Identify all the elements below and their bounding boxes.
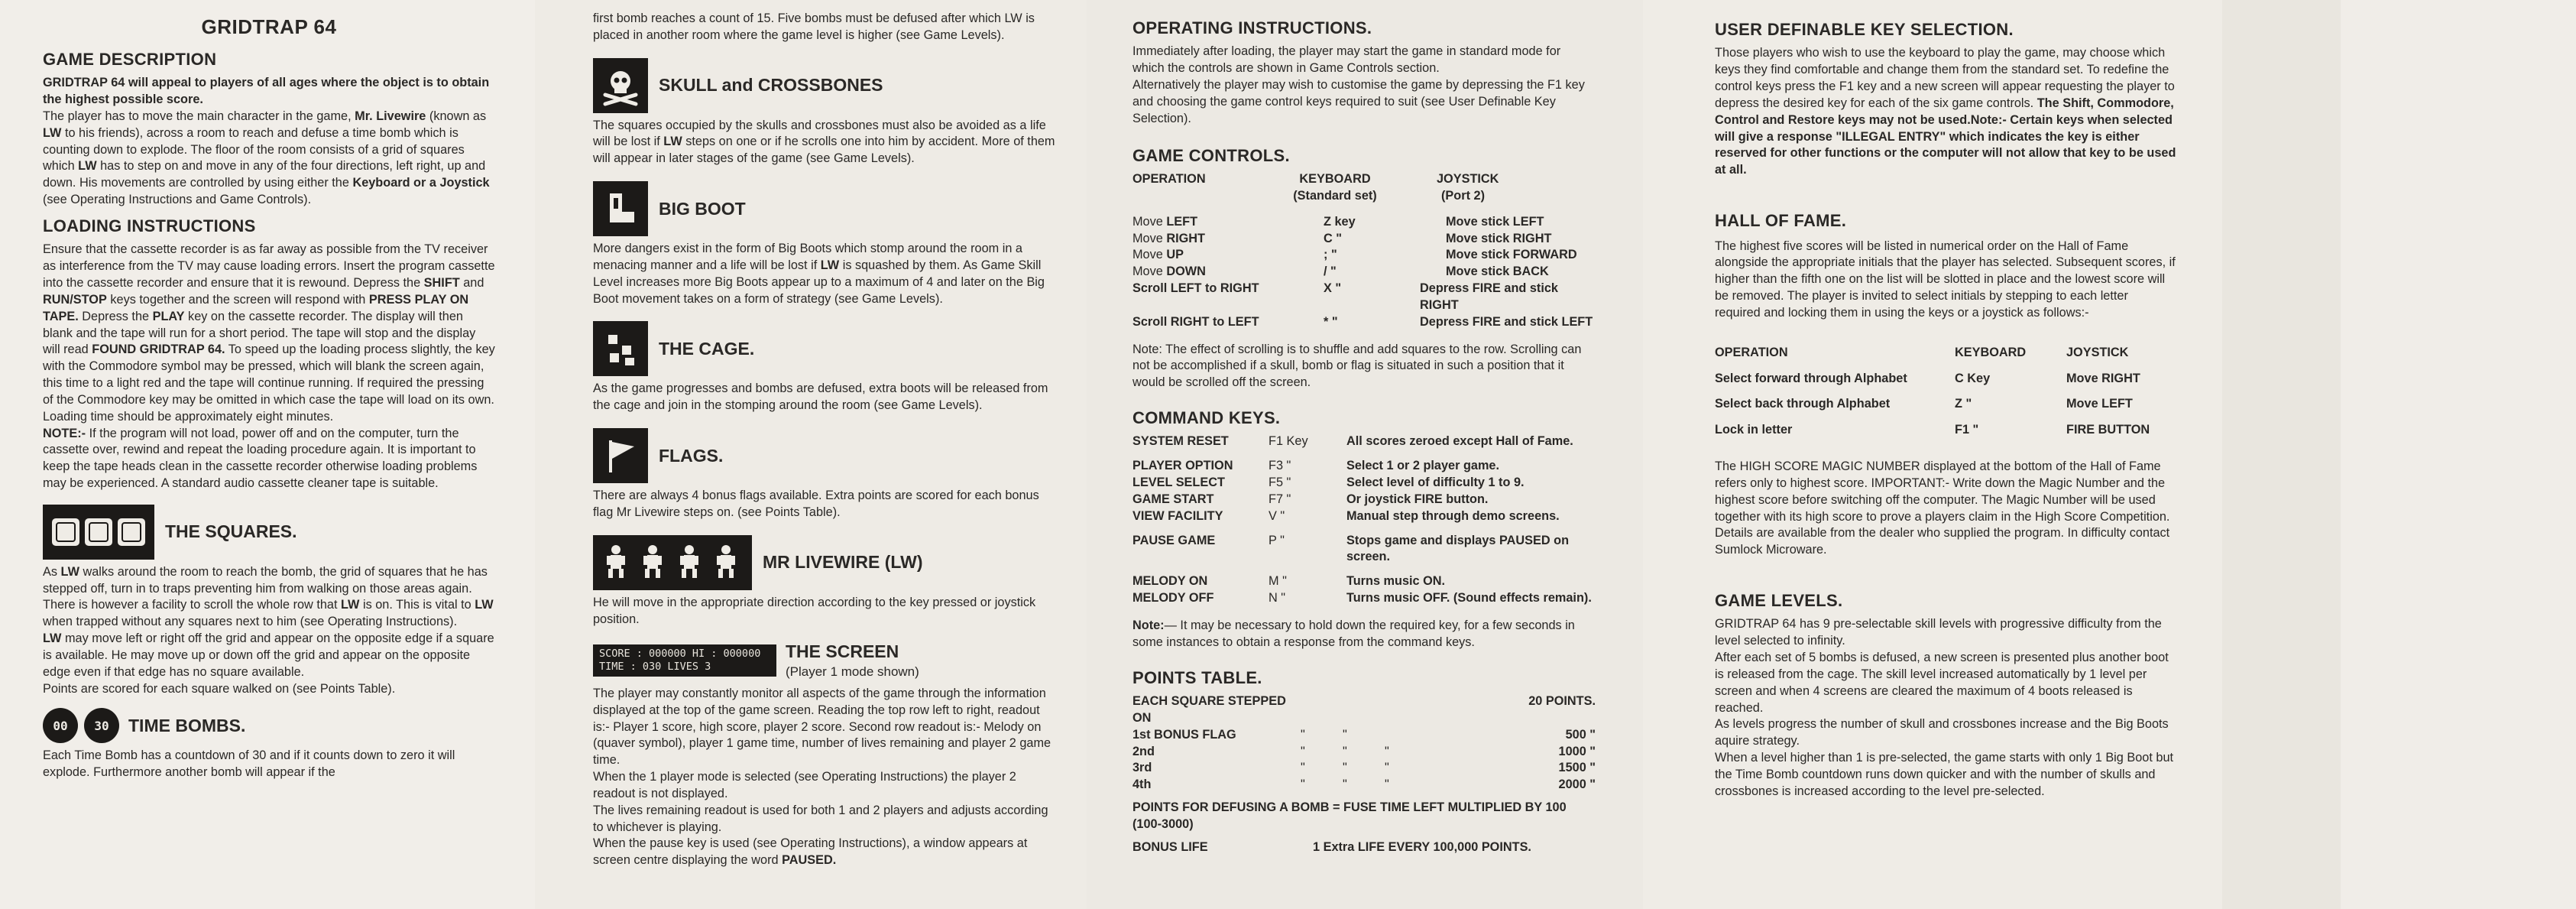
command-key-description: Select 1 or 2 player game.: [1346, 459, 1500, 473]
command-key-row: [1132, 492, 1596, 508]
game-controls-note: Note: The effect of scrolling is to shuffle and add squares to the row. Scrolling can not be accomplished if a skull, bomb or flag is situated in such a position that it would be scrolled off the screen.: [1132, 342, 1582, 390]
levels-body-4: When a level higher than 1 is pre-selected, the game starts with only 1 Big Boot but the Time Bomb countdown runs down quicker and with the number of skulls and crossbones is increased according to the level pre-selected.: [1715, 751, 2174, 798]
game-controls-header-row-2: [1132, 188, 1596, 205]
game-control-row: [1132, 231, 1596, 248]
command-key-description: Turns music ON.: [1346, 574, 1446, 589]
operating-body-2: Alternatively the player may wish to customise the game by depressing the F1 key and choosing the game control keys required to suit (see User Definable Key Selection).: [1132, 78, 1585, 125]
command-key-key: P ": [1269, 533, 1285, 547]
udk-heading: USER DEFINABLE KEY SELECTION.: [1715, 20, 2014, 39]
mr-livewire-icon: [593, 535, 752, 590]
points-ditto: ": [1301, 744, 1305, 758]
levels-body-3: As levels progress the number of skull and crossbones increase and the Big Boots aquire strategy.: [1715, 717, 2169, 748]
hall-heading: HALL OF FAME.: [1715, 211, 1847, 231]
points-defuse: POINTS FOR DEFUSING A BOMB = FUSE TIME LEFT MULTIPLIED BY 100 (100-3000): [1132, 800, 1567, 831]
command-key-key: F7 ": [1269, 492, 1291, 506]
command-key-name: LEVEL SELECT: [1132, 476, 1225, 490]
col-operation: OPERATION: [1132, 172, 1206, 187]
game-description-heading: GAME DESCRIPTION: [43, 49, 217, 69]
col-keyboard-sub: (Standard set): [1293, 188, 1377, 203]
game-control-row: [1132, 247, 1596, 264]
time-bombs-section-header: [43, 708, 495, 743]
points-label: EACH SQUARE STEPPED ON: [1132, 694, 1286, 725]
points-ditto: [1343, 693, 1385, 727]
game-title: GRIDTRAP 64: [201, 15, 337, 38]
command-key-key: F1 Key: [1269, 434, 1308, 449]
hall-operation: Select back through Alphabet: [1715, 397, 1891, 411]
screen-body-3: The lives remaining readout is used for both 1 and 2 players and adjusts according to whichever is playing.: [593, 803, 1048, 834]
game-control-joystick: Move stick LEFT: [1446, 214, 1544, 229]
skull-heading: SKULL and CROSSBONES: [659, 75, 883, 96]
game-description-body: The player has to move the main character in the game, Mr. Livewire (known as LW to his friends), across a room to reach and defuse a time bomb which is counting down to explode. The floor of the room consists of a grid of squares which LW has to step on and move in any of the four directions, left right, up and down. His movements are controlled by using either the Keyboard or a Joystick (see Operating Instructions and Game Controls).: [43, 109, 490, 207]
command-key-row: [1132, 433, 1596, 450]
loading-body: Ensure that the cassette recorder is as far away as possible from the TV receiver as interference from the TV may cause loading errors. Insert the program cassette into the cassette recorder and ensure that it is rewound. Depress the SHIFT and RUN/STOP keys together and the screen will respond with PRESS PLAY ON TAPE. Depress the PLAY key on the cassette recorder. The display will then blank and the tape will run for a short period. The tape will stop and the display will read FOUND GRIDTRAP 64. To speed up the loading process slightly, the key with the Commodore symbol may be pressed, which will blank the screen again, this time to a light red and the tape will continue running. If required the pressing of the Commodore key may be omitted in which case the tape will load on its own. Loading time should be approximately eight minutes.: [43, 242, 495, 424]
points-ditto: ": [1301, 727, 1305, 742]
game-control-key: * ": [1324, 314, 1338, 329]
big-boot-icon: [593, 181, 648, 236]
command-key-key: N ": [1269, 591, 1286, 605]
command-key-name: GAME START: [1132, 492, 1214, 506]
hall-joystick: FIRE BUTTON: [2066, 423, 2150, 437]
mr-livewire-heading: MR LIVEWIRE (LW): [763, 552, 923, 573]
points-value: 2000 ": [1558, 778, 1596, 792]
hall-operation: Select forward through Alphabet: [1715, 371, 1907, 385]
cage-section-header: [593, 321, 1056, 376]
points-ditto: ": [1385, 761, 1389, 775]
skull-section-header: [593, 58, 1056, 113]
game-control-key: X ": [1324, 281, 1342, 296]
time-bomb-icon: 00: [43, 708, 78, 743]
points-row: [1132, 693, 1596, 727]
game-control-key: / ": [1324, 265, 1337, 279]
mr-livewire-body: He will move in the appropriate direction according to the key pressed or joystick position.: [593, 595, 1036, 626]
points-value: 1500 ": [1558, 761, 1596, 775]
points-label: 4th: [1132, 778, 1152, 792]
command-key-description: Select level of difficulty 1 to 9.: [1346, 476, 1525, 490]
points-value: 500 ": [1565, 727, 1596, 742]
points-ditto: ": [1343, 761, 1347, 775]
command-key-description: Manual step through demo screens.: [1346, 508, 1560, 523]
hall-row: [1715, 387, 2176, 413]
command-key-key: M ": [1269, 574, 1287, 589]
command-keys-table: [1132, 433, 1596, 606]
boot-section-header: [593, 181, 1056, 236]
cage-heading: THE CAGE.: [659, 339, 755, 359]
command-key-name: SYSTEM RESET: [1132, 434, 1229, 449]
panel-1: [0, 0, 535, 909]
cage-body: As the game progresses and bombs are defused, extra boots will be released from the cage and join in the stomping around the room (see Game Levels).: [593, 381, 1048, 413]
hall-joystick: Move LEFT: [2066, 397, 2133, 411]
points-ditto: [1385, 693, 1427, 727]
hall-body-1: The highest five scores will be listed in numerical order on the Hall of Fame alongside the appropriate initials that the player has selected. Subsequent scores, if higher than the fifth one on the list will be slotted in place and the lowest score will be removed. The player is invited to select initials by stepping to each letter required and locking them in using the keys or a joystick as follows:-: [1715, 239, 2176, 320]
command-key-row: [1132, 475, 1596, 492]
points-label: 2nd: [1132, 744, 1155, 758]
points-row: [1132, 777, 1596, 794]
big-boot-body: More dangers exist in the form of Big Boots which stomp around the room in a menacing manner and a life will be lost if LW is squashed by them. As Game Skill Level increases more Big Boots appear up to a maximum of 4 and later on the Big Boot movement takes on a form of strategy (see Game Levels).: [593, 242, 1045, 306]
loading-heading: LOADING INSTRUCTIONS: [43, 216, 256, 235]
command-key-name: PAUSE GAME: [1132, 533, 1216, 547]
game-controls-header-row: [1132, 171, 1596, 188]
points-ditto: ": [1343, 744, 1347, 758]
operating-body-1: Immediately after loading, the player may start the game in standard mode for which the controls are shown in Game Controls section.: [1132, 44, 1561, 76]
game-control-row: [1132, 264, 1596, 281]
points-row: [1132, 760, 1596, 777]
skull-body: The squares occupied by the skulls and crossbones must also be avoided as a life will be lost if LW steps on one or if he scrolls one into him by accident. More of them will appear in later stages of the game (see Game Levels).: [593, 118, 1055, 166]
game-description-lead: GRIDTRAP 64 will appeal to players of all ages where the object is to obtain the highest possible score.: [43, 76, 490, 107]
points-ditto: [1385, 727, 1427, 744]
operating-heading: OPERATING INSTRUCTIONS.: [1132, 18, 1372, 37]
livewire-section-header: [593, 535, 1056, 590]
command-key-row: [1132, 508, 1596, 525]
blank-back-panel: [2341, 0, 2576, 909]
panel-2: [535, 0, 1087, 909]
bonus-life-text: 1 Extra LIFE EVERY 100,000 POINTS.: [1313, 839, 1531, 854]
command-key-key: F5 ": [1269, 476, 1291, 490]
points-ditto: ": [1385, 744, 1389, 758]
game-control-operation: Move UP: [1132, 248, 1184, 262]
command-key-description: All scores zeroed except Hall of Fame.: [1346, 434, 1573, 449]
command-key-name: VIEW FACILITY: [1132, 508, 1223, 523]
points-table: [1132, 693, 1596, 794]
panel-4: [1643, 0, 2222, 909]
screen-body-1: The player may constantly monitor all aspects of the game through the information displayed at the top of the game screen. Reading the top row left to right, readout is:- Player 1 score, high score, player 2 score. Second row readout is:- Melody on (quaver symbol), player 1 game time, number of lives remaining and player 2 game time.: [593, 687, 1051, 768]
command-key-description: Or joystick FIRE button.: [1346, 492, 1489, 506]
game-control-joystick: Depress FIRE and stick RIGHT: [1420, 281, 1558, 312]
points-heading: POINTS TABLE.: [1132, 667, 1262, 687]
hall-keyboard: C Key: [1955, 371, 1991, 385]
screen-section-header: [593, 640, 1056, 681]
screen-readout-line-2: TIME : 030 LIVES 3: [599, 661, 711, 674]
hall-joystick: Move RIGHT: [2066, 371, 2140, 385]
game-control-key: ; ": [1324, 248, 1337, 262]
command-key-name: MELODY ON: [1132, 574, 1208, 589]
screen-heading: THE SCREEN: [786, 641, 899, 662]
flags-body: There are always 4 bonus flags available. Extra points are scored for each bonus flag Mr Livewire steps on. (see Points Table).: [593, 489, 1039, 519]
flag-icon: [593, 428, 648, 483]
panel-3: [1087, 0, 1643, 909]
game-control-joystick: Move stick FORWARD: [1446, 248, 1577, 262]
command-key-key: F3 ": [1269, 459, 1291, 473]
game-control-joystick: Move stick RIGHT: [1446, 231, 1552, 245]
loading-note: NOTE:- If the program will not load, power off and on the computer, turn the cassette over, rewind and repeat the loading procedure again. It is important to keep the tape heads clean in the cassette recorder otherwise loading problems may be experienced. A standard audio cassette cleaner tape is suitable.: [43, 426, 478, 490]
game-control-operation: Move DOWN: [1132, 265, 1206, 279]
col-joystick-sub: (Port 2): [1441, 188, 1485, 203]
hall-keyboard: F1 ": [1955, 423, 1979, 437]
points-value: 20 POINTS.: [1528, 694, 1596, 709]
hall-table: [1715, 345, 2176, 439]
hall-body-2: The HIGH SCORE MAGIC NUMBER displayed at the bottom of the Hall of Fame refers only to highest score. IMPORTANT:- Write down the Magic Number and the highest score before switching off the computer. The Magic Number will be used together with its high score to prove a players claim in the High Score Competition. Details are available from the dealer who supplied the program. In difficulty contact Sumlock Microware.: [1715, 459, 2170, 557]
time-bombs-continued: first bomb reaches a count of 15. Five bombs must be defused after which LW is placed in another room where the game level is higher (see Game Levels).: [593, 11, 1035, 42]
time-bomb-icons: [43, 708, 119, 743]
hall-col-operation: OPERATION: [1715, 345, 1788, 359]
game-control-operation: Move RIGHT: [1132, 231, 1205, 245]
command-key-row: [1132, 450, 1596, 475]
points-ditto: ": [1385, 778, 1389, 792]
hall-col-joystick: JOYSTICK: [2066, 345, 2129, 359]
game-control-key: C ": [1324, 231, 1343, 245]
game-control-row: [1132, 314, 1596, 331]
bonus-life-label: BONUS LIFE: [1132, 839, 1208, 854]
flags-section-header: [593, 428, 1056, 483]
hall-header-row: [1715, 345, 2176, 362]
squares-body-3: Points are scored for each square walked on (see Points Table).: [43, 681, 396, 696]
cage-icon: [593, 321, 648, 376]
points-value: 1000 ": [1558, 744, 1596, 758]
levels-body-1: GRIDTRAP 64 has 9 pre-selectable skill levels with progressive difficulty from the level selected to infinity.: [1715, 617, 2162, 648]
time-bombs-body: Each Time Bomb has a countdown of 30 and if it counts down to zero it will explode. Furthermore another bomb will appear if the: [43, 748, 455, 780]
points-label: 3rd: [1132, 761, 1152, 775]
points-row: [1132, 727, 1596, 744]
hall-col-keyboard: KEYBOARD: [1955, 345, 2027, 359]
skull-and-crossbones-icon: [593, 58, 648, 113]
col-joystick: JOYSTICK: [1437, 172, 1499, 187]
command-key-description: Turns music OFF. (Sound effects remain).: [1346, 591, 1592, 605]
game-controls-heading: GAME CONTROLS.: [1132, 145, 1290, 165]
levels-body-2: After each set of 5 bombs is defused, a new screen is presented plus another boot is released from the cage. The skill level increased automatically by 1 level per screen and when 4 screens are cleared the maximum of 4 boots released is reached.: [1715, 651, 2169, 715]
screen-heading-block: [786, 640, 919, 681]
command-key-row: [1132, 590, 1596, 607]
game-control-operation: Move LEFT: [1132, 214, 1198, 229]
hall-row: [1715, 362, 2176, 388]
points-label: 1st BONUS FLAG: [1132, 727, 1236, 742]
game-control-joystick: Move stick BACK: [1446, 265, 1549, 279]
hall-keyboard: Z ": [1955, 397, 1972, 411]
screen-readout-line-1: SCORE : 000000 HI : 000000: [599, 648, 761, 661]
command-keys-note: Note:— It may be necessary to hold down the required key, for a few seconds in some instances to obtain a response from the command keys.: [1132, 618, 1575, 649]
game-control-row: [1132, 214, 1596, 231]
col-keyboard: KEYBOARD: [1299, 172, 1371, 187]
screen-body-2: When the 1 player mode is selected (see Operating Instructions) the player 2 readout is not displayed.: [593, 770, 1016, 800]
points-row: [1132, 744, 1596, 761]
squares-body: As LW walks around the room to reach the bomb, the grid of squares that he has stepped off, turn in to traps preventing him from walking on those areas again. There is however a facility to scroll the whole row that LW is on. This is vital to LW when trapped without any squares next to him (see Operating Instructions).: [43, 564, 494, 629]
command-key-row: [1132, 566, 1596, 590]
udk-body: Those players who wish to use the keyboard to play the game, may choose which keys they find comfortable and change them from the standard set. To redefine the control keys press the F1 key and a new screen will appear requesting the player to depress the desired key for each of the six game controls. The Shift, Commodore, Control and Restore keys may not be used.Note:- Certain keys when selected will give a response "ILLEGAL ENTRY" which indicates the key is either reserved for other functions or the computer will not allow that key to be used at all.: [1715, 46, 2176, 177]
squares-body-2: LW may move left or right off the grid and appear on the opposite edge if a square is available. He may move up or down off the grid and appear on the opposite edge even if that edge has no square available.: [43, 631, 494, 679]
points-ditto: ": [1301, 778, 1305, 792]
game-controls-table: [1132, 171, 1596, 330]
command-key-name: MELODY OFF: [1132, 591, 1214, 605]
game-control-operation: Scroll RIGHT to LEFT: [1132, 314, 1259, 329]
squares-icon: [43, 505, 154, 560]
points-ditto: ": [1301, 761, 1305, 775]
game-control-row: [1132, 281, 1596, 314]
hall-row: [1715, 413, 2176, 439]
game-screen-readout: [593, 644, 776, 677]
levels-heading: GAME LEVELS.: [1715, 590, 1843, 610]
command-keys-heading: COMMAND KEYS.: [1132, 408, 1281, 428]
screen-subheading: (Player 1 mode shown): [786, 664, 919, 680]
game-control-key: Z key: [1324, 214, 1356, 229]
points-bonus-life: [1132, 839, 1596, 856]
command-key-row: [1132, 525, 1596, 567]
command-key-description: Stops game and displays PAUSED on screen.: [1346, 533, 1570, 564]
time-bomb-icon: 30: [84, 708, 119, 743]
blank-flap: [2222, 0, 2341, 909]
squares-heading: THE SQUARES.: [165, 521, 297, 542]
command-key-key: V ": [1269, 508, 1285, 523]
flags-heading: FLAGS.: [659, 445, 724, 466]
hall-operation: Lock in letter: [1715, 423, 1793, 437]
big-boot-heading: BIG BOOT: [659, 198, 746, 219]
command-key-name: PLAYER OPTION: [1132, 459, 1233, 473]
points-ditto: ": [1343, 778, 1347, 792]
squares-section-header: [43, 505, 495, 560]
screen-body-4: When the pause key is used (see Operating Instructions), a window appears at screen centre displaying the word PAUSED.: [593, 836, 1028, 868]
time-bombs-heading: TIME BOMBS.: [128, 716, 246, 736]
game-control-joystick: Depress FIRE and stick LEFT: [1420, 314, 1593, 329]
points-ditto: ": [1343, 727, 1347, 742]
game-control-operation: Scroll LEFT to RIGHT: [1132, 281, 1259, 296]
points-ditto: [1301, 693, 1343, 727]
